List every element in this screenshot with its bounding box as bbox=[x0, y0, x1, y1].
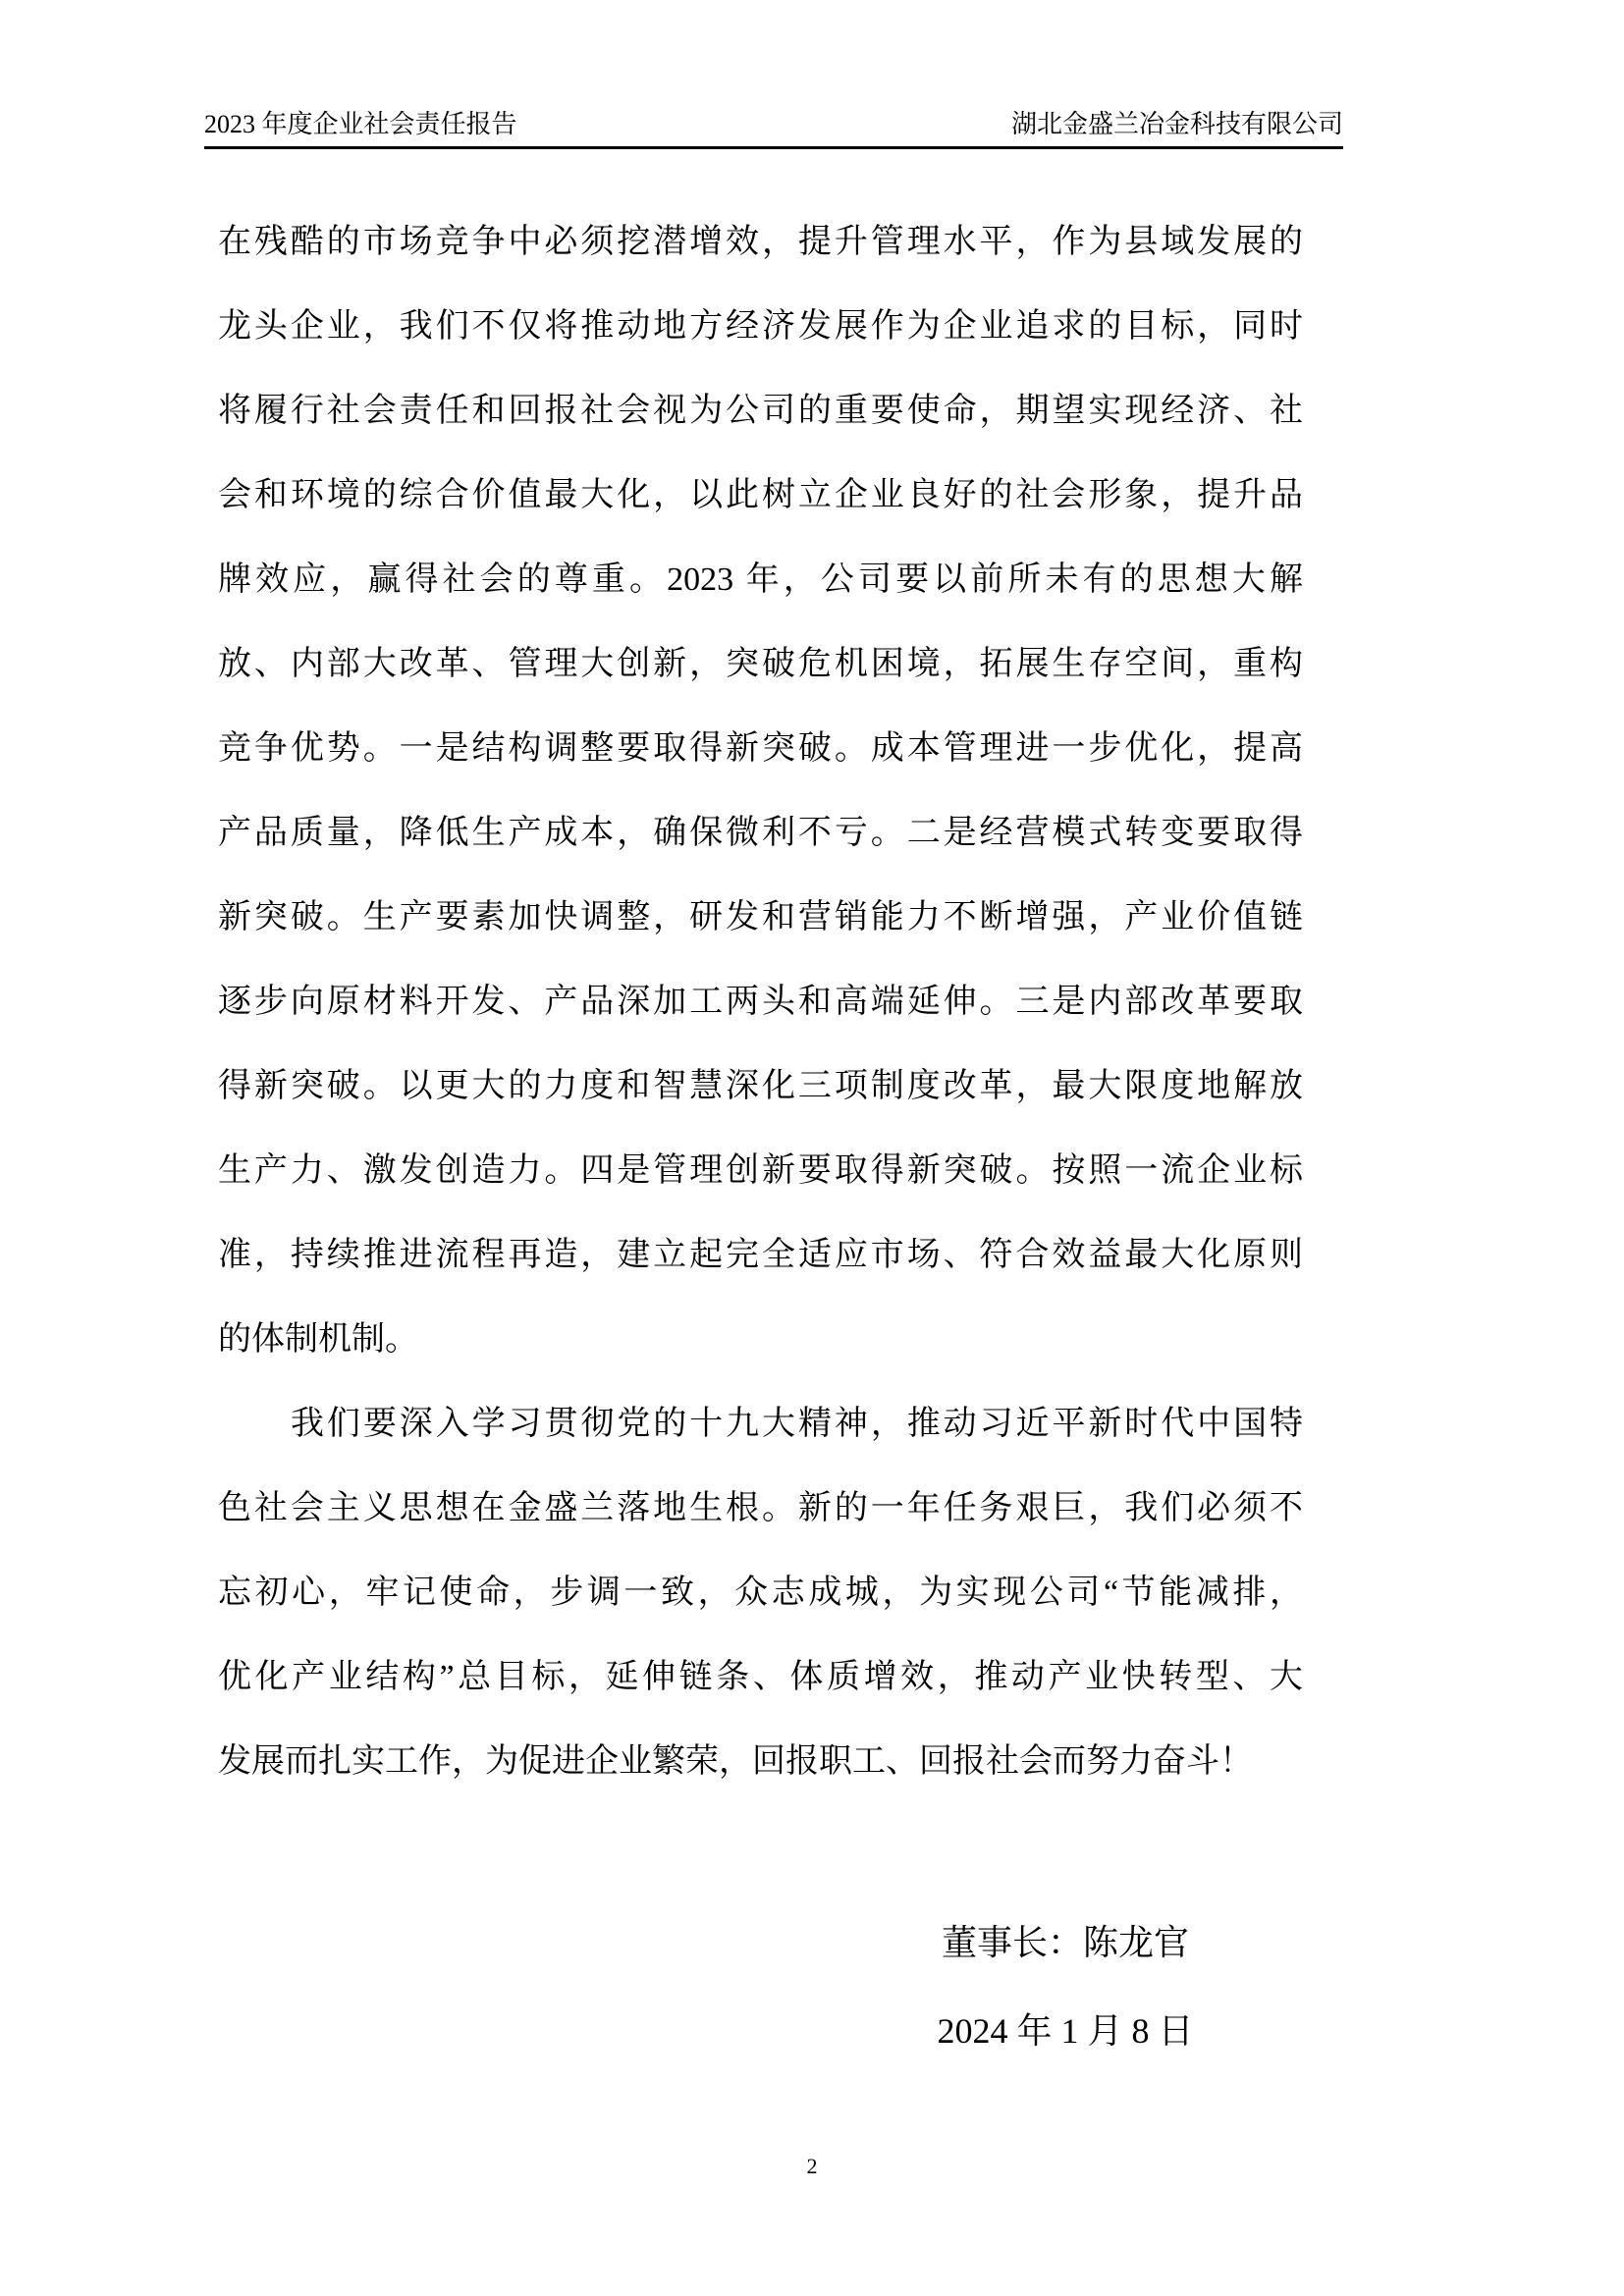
body-text-line: 牌效应，赢得社会的尊重。2023 年，公司要以前所未有的思想大解 bbox=[218, 561, 1303, 598]
page-content bbox=[204, 108, 1343, 2075]
body-text bbox=[218, 200, 1303, 1804]
page-number: 2 bbox=[806, 2154, 818, 2178]
body-text-line: 准，持续推进流程再造，建立起完全适应市场、符合效益最大化原则 bbox=[218, 1237, 1303, 1273]
body-text-line: 将履行社会责任和回报社会视为公司的重要使命，期望实现经济、社 bbox=[218, 393, 1303, 429]
body-text-line: 生产力、激发创造力。四是管理创新要取得新突破。按照一流企业标 bbox=[218, 1152, 1303, 1189]
body-text-line: 色社会主义思想在金盛兰落地生根。新的一年任务艰巨，我们必须不 bbox=[218, 1490, 1303, 1526]
body-text-line: 在残酷的市场竞争中必须挖潜增效，提升管理水平，作为县域发展的 bbox=[218, 224, 1303, 260]
body-text-line: 放、内部大改革、管理大创新，突破危机困境，拓展生存空间，重构 bbox=[218, 646, 1303, 682]
body-text-line: 我们要深入学习贯彻党的十九大精神，推动习近平新时代中国特 bbox=[291, 1406, 1303, 1442]
body-text-line: 竞争优势。一是结构调整要取得新突破。成本管理进一步优化，提高 bbox=[218, 730, 1303, 767]
body-text-line: 产品质量，降低生产成本，确保微利不亏。二是经营模式转变要取得 bbox=[218, 815, 1303, 851]
body-text-line: 得新突破。以更大的力度和智慧深化三项制度改革，最大限度地解放 bbox=[218, 1068, 1303, 1104]
body-text-line: 发展而扎实工作，为促进企业繁荣，回报职工、回报社会而努力奋斗！ bbox=[218, 1743, 1253, 1780]
body-text-line: 的体制机制。 bbox=[218, 1321, 418, 1358]
body-text-line: 会和环境的综合价值最大化，以此树立企业良好的社会形象，提升品 bbox=[218, 477, 1303, 513]
signature-date: 2024 年 1 月 8 日 bbox=[937, 2011, 1194, 2051]
body-text-line: 优化产业结构”总目标，延伸链条、体质增效，推动产业快转型、大 bbox=[218, 1659, 1303, 1695]
signature-signer: 董事长：陈龙官 bbox=[941, 1923, 1189, 1962]
header-company-name: 湖北金盛兰冶金科技有限公司 bbox=[1010, 110, 1343, 138]
header-report-title: 2023 年度企业社会责任报告 bbox=[204, 110, 517, 138]
page-header bbox=[204, 108, 1343, 149]
body-text-line: 新突破。生产要素加快调整，研发和营销能力不断增强，产业价值链 bbox=[218, 899, 1303, 935]
body-text-line: 龙头企业，我们不仅将推动地方经济发展作为企业追求的目标，同时 bbox=[218, 308, 1303, 345]
signature-block bbox=[785, 1898, 1345, 2075]
body-text-line: 逐步向原材料开发、产品深加工两头和高端延伸。三是内部改革要取 bbox=[218, 984, 1303, 1020]
body-text-line: 忘初心，牢记使命，步调一致，众志成城，为实现公司“节能减排， bbox=[218, 1575, 1303, 1611]
